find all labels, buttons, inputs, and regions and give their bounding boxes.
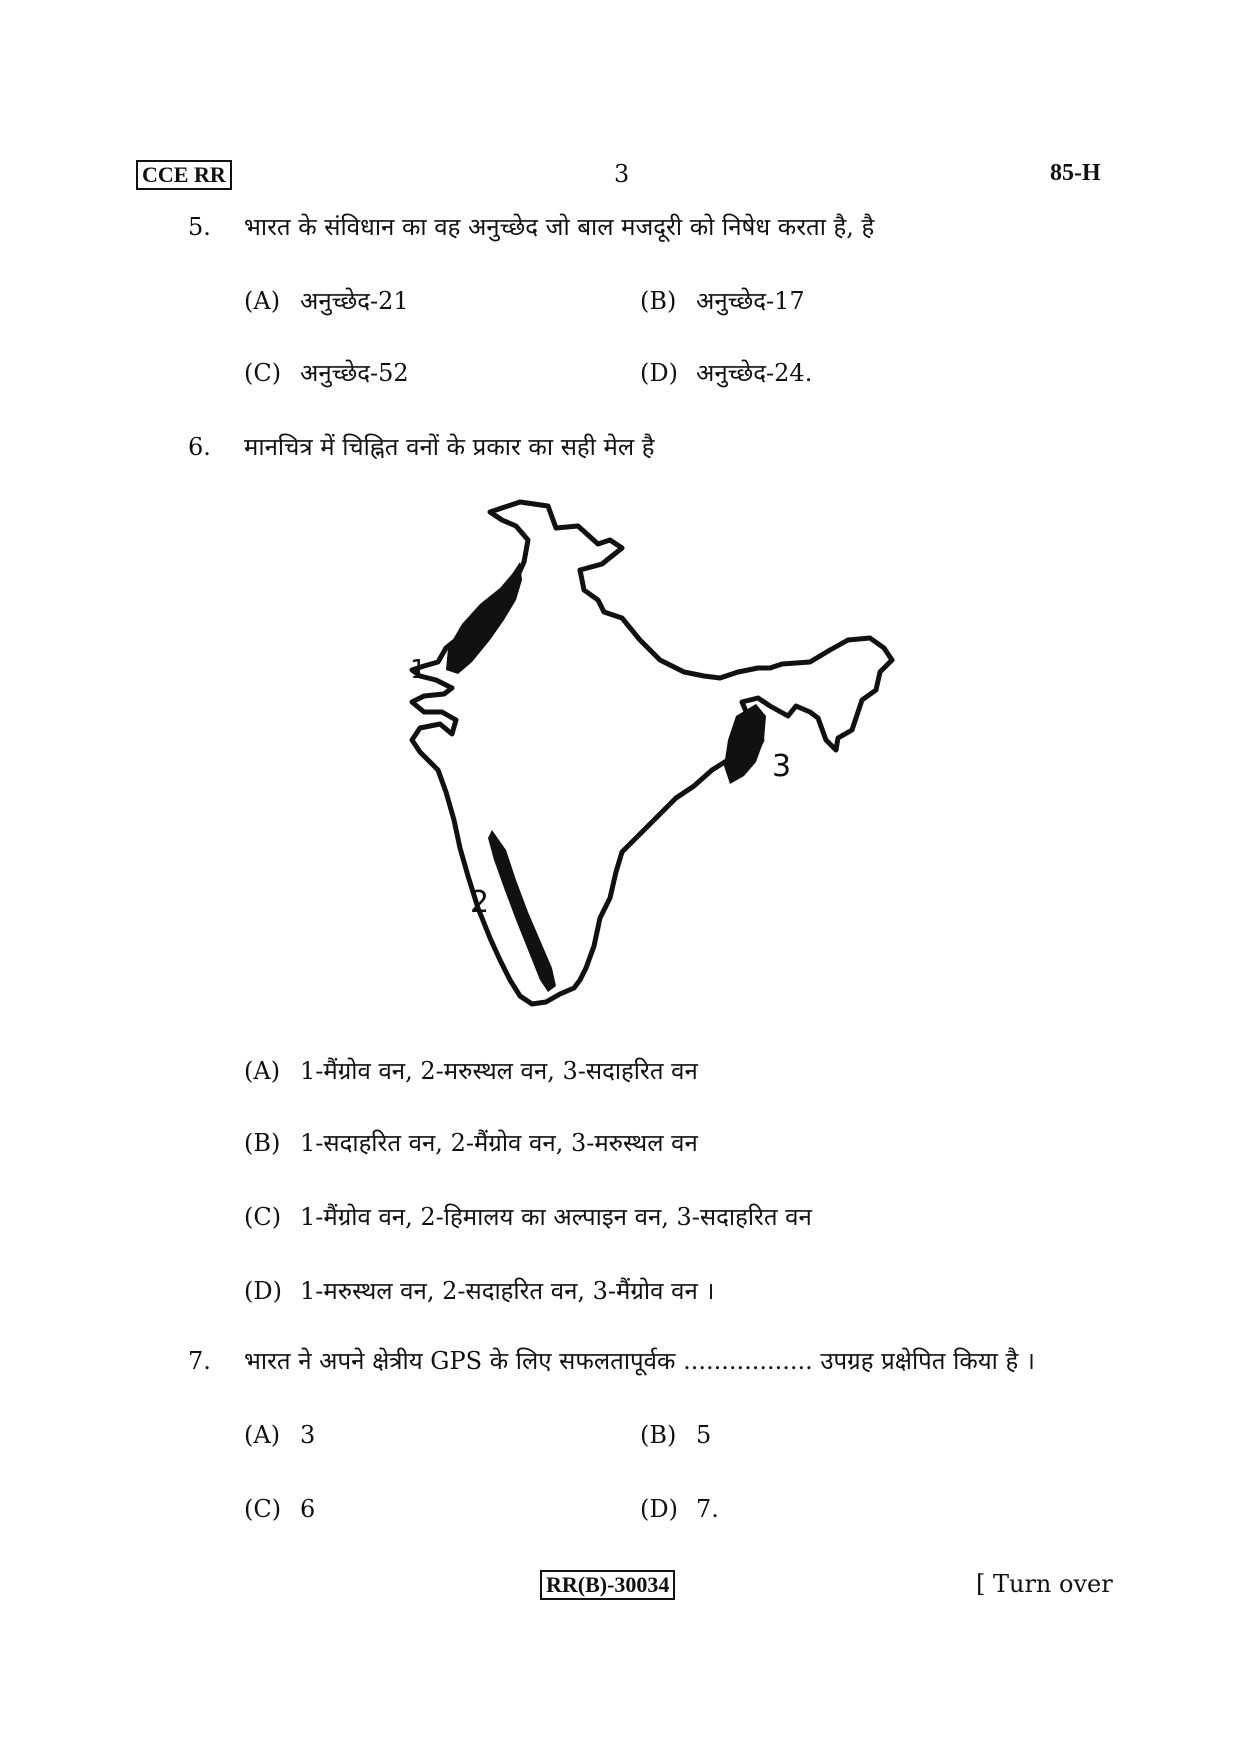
option-b: (B) अनुच्छेद-17 [640,287,805,315]
option-a: (A) 3 [244,1421,316,1449]
option-b: (B) 1-सदाहरित वन, 2-मैंग्रोव वन, 3-मरुस्थल वन [244,1129,698,1157]
question-text: भारत के संविधान का वह अनुच्छेद जो बाल मजदूरी को निषेध करता है, है [244,213,875,241]
question-text: मानचित्र में चिह्नित वनों के प्रकार का सही मेल है [244,433,655,461]
page-number: 3 [614,160,630,188]
question-number: 7. [188,1347,211,1375]
forest-region-2 [488,830,556,992]
question-text: भारत ने अपने क्षेत्रीय GPS के लिए सफलतापूर्वक ................. उपग्रह प्रक्षेपित किया है । [244,1347,1035,1375]
map-label-2: 2 [470,885,490,920]
option-d: (D) 1-मरुस्थल वन, 2-सदाहरित वन, 3-मैंग्रोव वन । [244,1277,715,1305]
turn-over: [ Turn over [976,1570,1113,1598]
map-label-3: 3 [772,749,792,784]
question-number: 5. [188,213,211,241]
option-a: (A) 1-मैंग्रोव वन, 2-मरुस्थल वन, 3-सदाहरित वन [244,1057,698,1085]
forest-region-1 [446,562,522,674]
option-d: (D) अनुच्छेद-24. [640,359,813,387]
option-a: (A) अनुच्छेद-21 [244,287,409,315]
option-c: (C) 6 [244,1495,316,1523]
option-d: (D) 7. [640,1495,719,1523]
footer-code: RR(B)-30034 [540,1570,675,1600]
map-label-1: 1 [410,655,427,685]
header-left-code: CCE RR [136,160,232,190]
question-number: 6. [188,433,211,461]
option-c: (C) 1-मैंग्रोव वन, 2-हिमालय का अल्पाइन वन, 3-सदाहरित वन [244,1203,812,1231]
forest-region-3 [724,704,766,784]
india-outline [412,502,892,1004]
option-c: (C) अनुच्छेद-52 [244,359,409,387]
option-b: (B) 5 [640,1421,712,1449]
header-right-code: 85-H [1050,160,1101,186]
